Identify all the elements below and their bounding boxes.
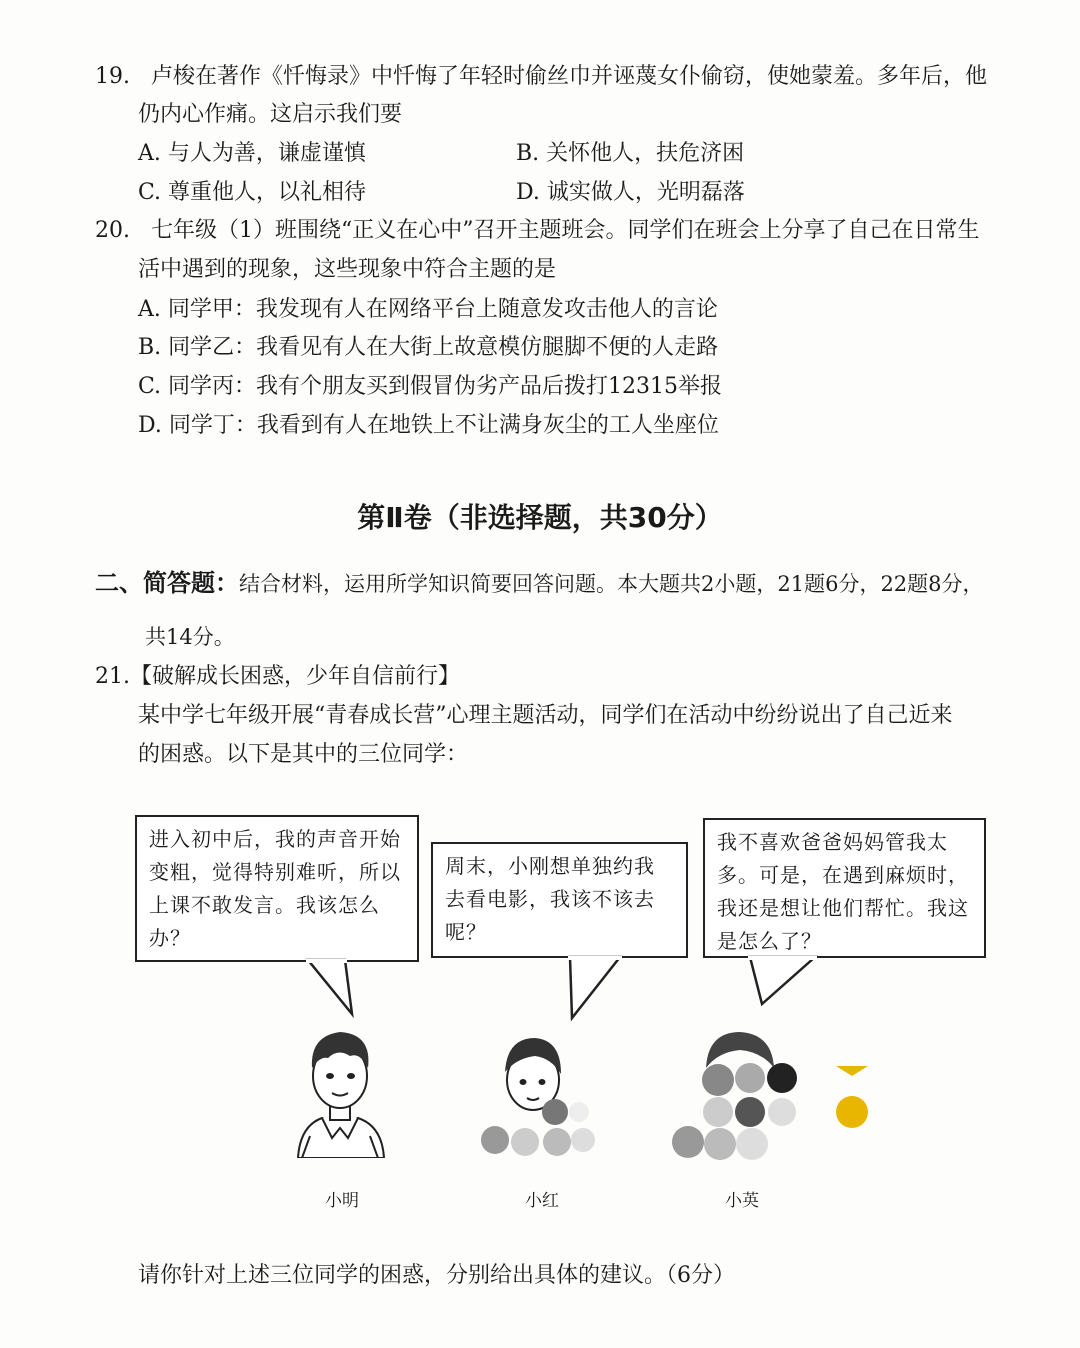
student-figure-xiaoming [280,1018,400,1158]
q21-intro-line1: 某中学七年级开展“青春成长营”心理主题活动，同学们在活动中纷纷说出了自己近来 [138,703,953,728]
option-text: 同学乙：我看见有人在大街上故意模仿腿脚不便的人走路 [168,335,719,360]
q21-heading-line [95,662,460,692]
option-text: 与人为善，谦虚谨慎 [167,141,366,166]
section2-desc-line2: 共14分。 [145,625,235,649]
q19-stem-text: 卢梭在著作《忏悔录》中忏悔了年轻时偷丝巾并诬蔑女仆偷窃，使她蒙羞。多年后，他 [151,64,988,89]
section2-heading [95,568,984,600]
q19-option-d [516,178,745,208]
speech-bubble-tail-xiaoying [740,954,830,1009]
section2-desc-line1: 结合材料，运用所学知识简要回答问题。本大题共2小题，21题6分，22题8分， [239,572,984,596]
name-xiaoying: 小英 [725,1191,759,1211]
q19-stem-line1 [95,62,987,92]
q20-option-c [138,372,722,402]
option-label: C. [138,374,162,399]
section2-label: 二、简答题： [95,569,239,597]
speech-bubble-tail-xiaoming [300,958,380,1018]
bubble-text-xiaohong: 周末，小刚想单独约我去看电影，我该不该去呢？ [445,854,655,944]
option-label: C. [138,180,162,205]
student-figure-xiaoying [668,1028,878,1168]
option-label: A. [138,141,161,166]
q20-option-a [138,295,718,325]
q19-option-b [516,139,744,169]
part2-title: 第Ⅱ卷（非选择题，共30分） [357,501,723,534]
option-label: B. [138,335,162,360]
option-text: 尊重他人，以礼相待 [168,180,367,205]
name-xiaohong: 小红 [525,1191,559,1211]
q20-stem-line1 [95,216,980,246]
option-text: 关怀他人，扶危济困 [546,141,745,166]
student-figure-xiaohong [475,1030,605,1165]
option-text: 诚实做人，光明磊落 [546,180,745,205]
option-label: D. [516,180,540,205]
speech-bubble-xiaoming [135,815,419,962]
option-text: 同学丁：我看到有人在地铁上不让满身灰尘的工人坐座位 [168,413,719,438]
option-text: 同学丙：我有个朋友买到假冒伪劣产品后拨打12315举报 [168,374,723,399]
bubble-text-xiaoming: 进入初中后，我的声音开始变粗，觉得特别难听，所以上课不敢发言。我该怎么办？ [149,827,401,950]
bubble-text-xiaoying: 我不喜欢爸爸妈妈管我太多。可是，在遇到麻烦时，我还是想让他们帮忙。我这是怎么了？ [717,830,969,953]
option-label: D. [138,413,162,438]
option-label: A. [138,297,161,322]
q19-stem-line2: 仍内心作痛。这启示我们要 [138,102,403,127]
q19-number: 19. [95,64,130,89]
q20-stem-text: 七年级（1）班围绕“正义在心中”召开主题班会。同学们在班会上分享了自己在日常生 [151,218,980,243]
q20-stem-line2: 活中遇到的现象，这些现象中符合主题的是 [138,257,557,282]
q21-number: 21. [95,664,130,689]
name-xiaoming: 小明 [325,1191,359,1211]
q20-option-b [138,333,718,363]
speech-bubble-xiaoying [703,818,986,958]
q21-heading: 【破解成长困惑，少年自信前行】 [130,664,461,689]
option-text: 同学甲：我发现有人在网络平台上随意发攻击他人的言论 [167,297,718,322]
option-label: B. [516,141,540,166]
q21-intro-line2: 的困惑。以下是其中的三位同学： [138,742,469,767]
q19-option-c [138,178,366,208]
q20-number: 20. [95,218,130,243]
speech-bubble-xiaohong [431,842,688,958]
speech-bubble-tail-xiaohong [560,954,640,1024]
q19-option-a [138,139,366,169]
q21-prompt: 请你针对上述三位同学的困惑，分别给出具体的建议。（6分） [138,1263,735,1288]
q20-option-d [138,411,719,441]
